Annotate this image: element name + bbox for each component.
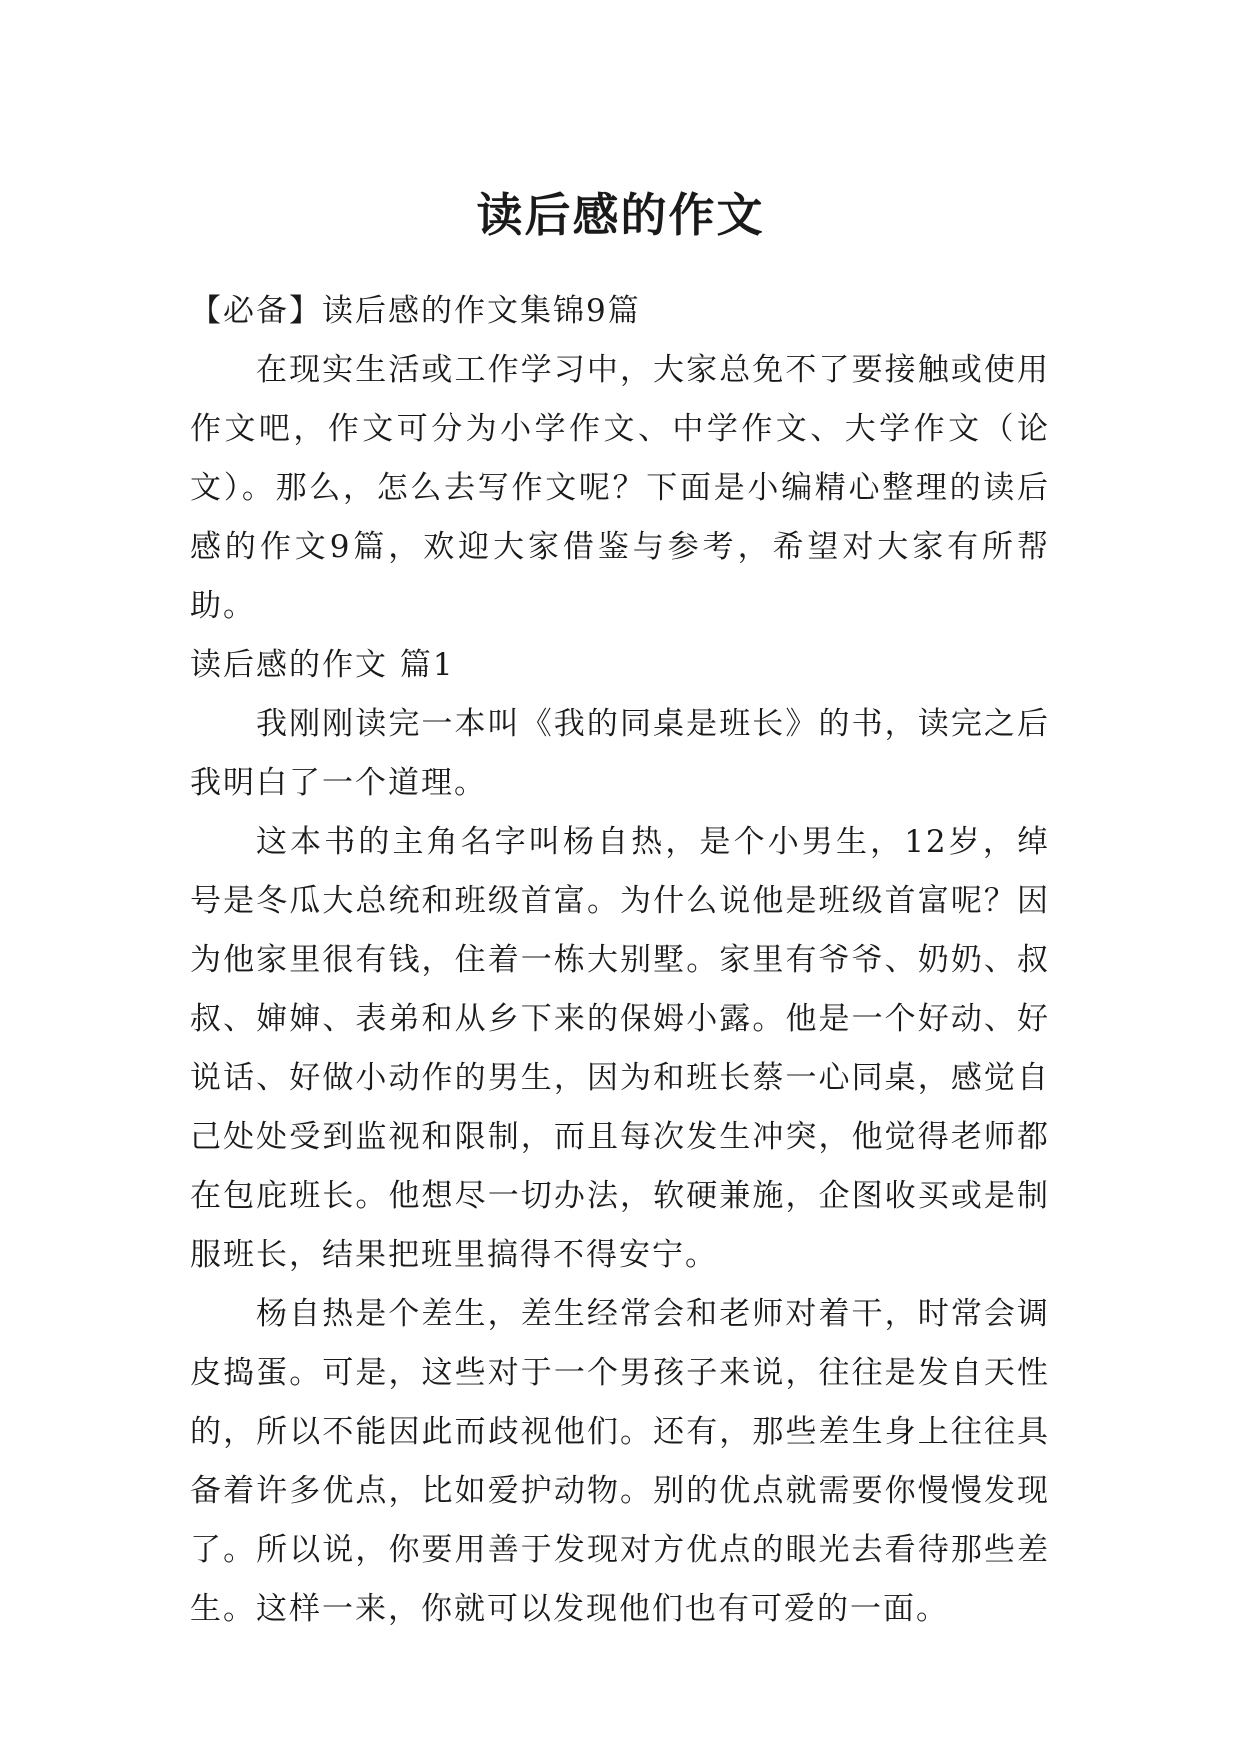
- document-title: 读后感的作文: [476, 187, 765, 242]
- body-paragraph-1: 我刚刚读完一本叫《我的同桌是班长》的书，读完之后我明白了一个道理。: [190, 706, 1050, 801]
- body-paragraph-3: 杨自热是个差生，差生经常会和老师对着干，时常会调皮捣蛋。可是，这些对于一个男孩子来说，往往是发自天性的，所以不能因此而歧视他们。还有，那些差生身上往往具备着许多优点，比如爱护动物。别的优点就需要你慢慢发现了。所以说，你要用善于发现对方优点的眼光去看待那些差生。这样一来，你就可以发现他们也有可爱的一面。: [190, 1296, 1050, 1627]
- document-body: [190, 282, 1050, 1639]
- body-paragraph-2: 这本书的主角名字叫杨自热，是个小男生，12岁，绰号是冬瓜大总统和班级首富。为什么说他是班级首富呢？因为他家里很有钱，住着一栋大别墅。家里有爷爷、奶奶、叔叔、婶婶、表弟和从乡下来的保姆小露。他是一个好动、好说话、好做小动作的男生，因为和班长蔡一心同桌，感觉自己处处受到监视和限制，而且每次发生冲突，他觉得老师都在包庇班长。他想尽一切办法，软硬兼施，企图收买或是制服班长，结果把班里搞得不得安宁。: [190, 824, 1050, 1273]
- intro-paragraph: 在现实生活或工作学习中，大家总免不了要接触或使用作文吧，作文可分为小学作文、中学作文、大学作文（论文）。那么，怎么去写作文呢？下面是小编精心整理的读后感的作文9篇，欢迎大家借鉴与参考，希望对大家有所帮助。: [190, 352, 1050, 624]
- section-heading: 读后感的作文 篇1: [190, 647, 455, 683]
- document-subtitle: 【必备】读后感的作文集锦9篇: [190, 293, 641, 329]
